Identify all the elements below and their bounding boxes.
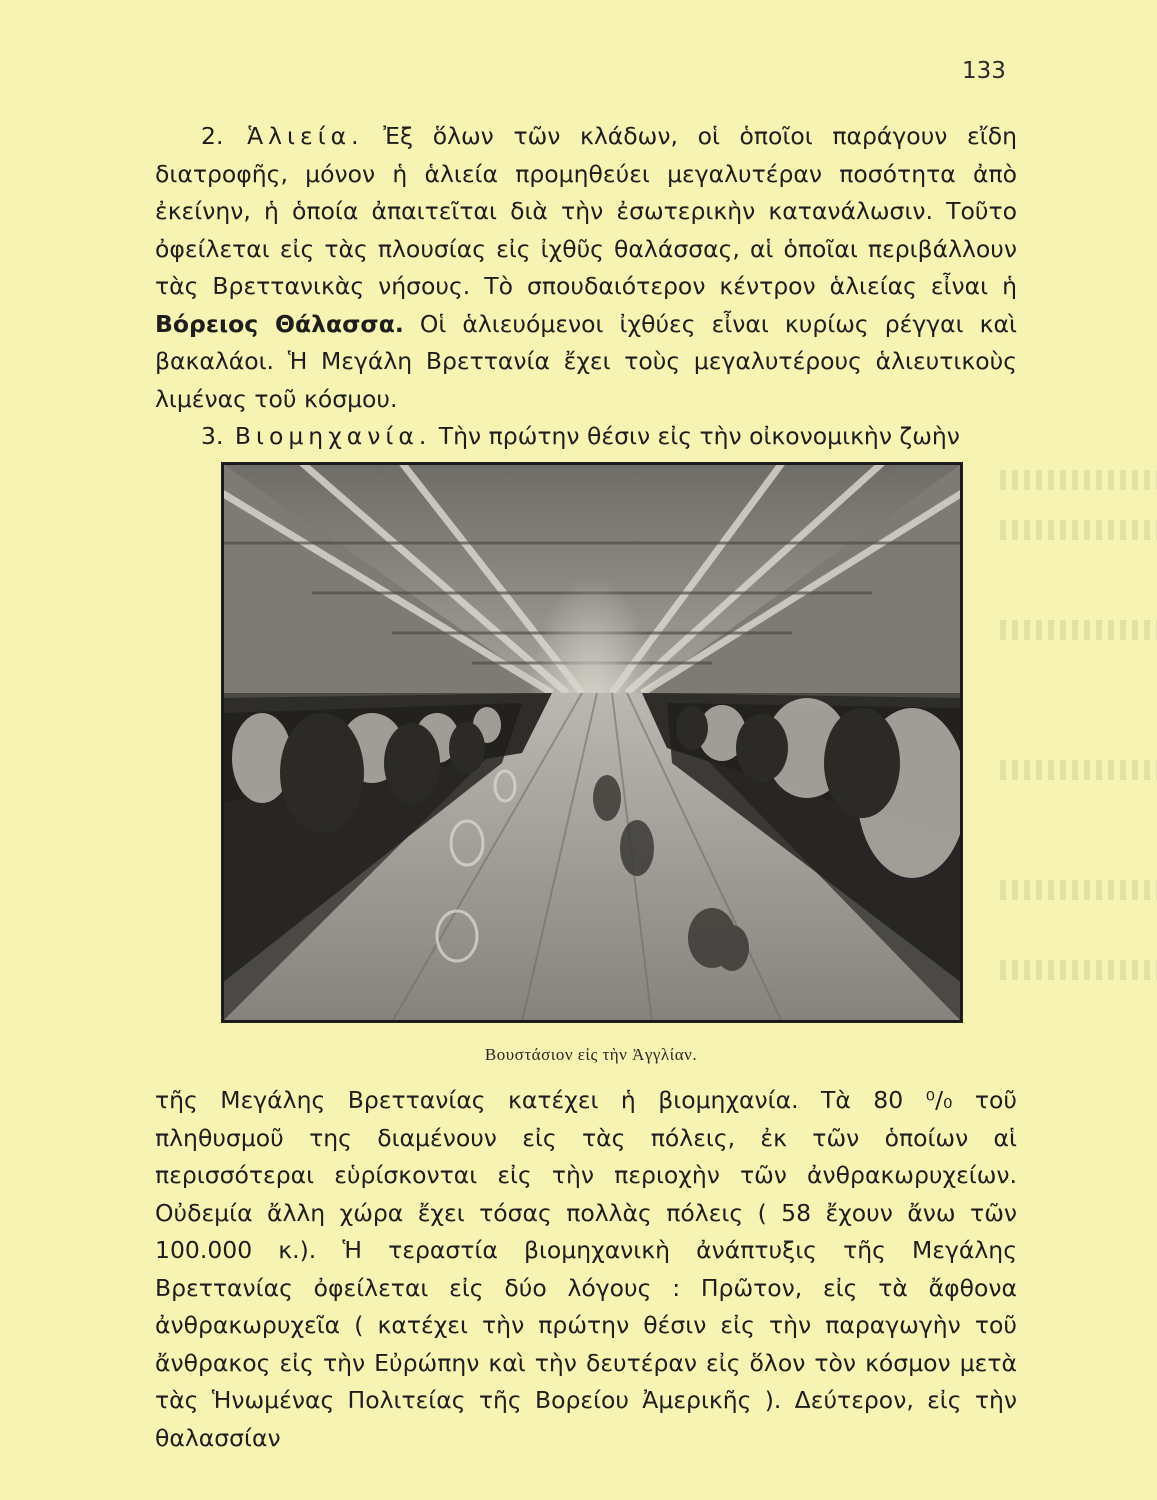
- bleed-through: [1000, 620, 1157, 640]
- paragraph-industry-continued: τῆς Μεγάλης Βρεττανίας κατέχει ἡ βιομηχανία. Τὰ 80 ⁰/₀ τοῦ πληθυσμοῦ της διαμένουν εἰς τὰς πόλεις, ἐκ τῶν ὁποίων αἱ περισσότεραι εὑρίσκονται εἰς τὴν περιοχὴν τῶν ἀνθρακωρυχείων. Οὐδεμία ἄλλη χώρα ἔχει τόσας πολλὰς πόλεις ( 58 ἔχουν ἄνω τῶν 100.000 κ.). Ἡ τεραστία βιομηχανικὴ ἀνάπτυξις τῆς Μεγάλης Βρεττανίας ὀφείλεται εἰς δύο λόγους : Πρῶτον, εἰς τὰ ἄφθονα ἀνθρακωρυχεῖα ( κατέχει τὴν πρώτην θέσιν εἰς τὴν παραγωγὴν τοῦ ἄνθρακος εἰς τὴν Εὐρώπην καὶ τὴν δευτέραν εἰς ὅλον τὸν κόσμον μετὰ τὰς Ἡνωμένας Πολιτείας τῆς Βορείου Ἀμερικῆς ). Δεύτερον, εἰς τὴν θαλασσίαν: [155, 1086, 1017, 1452]
- section-heading-fishing: Ἁλιεία.: [247, 122, 364, 150]
- cowshed-illustration: [222, 463, 962, 1022]
- bleed-through: [1000, 520, 1157, 540]
- lower-text: [155, 1082, 1017, 1457]
- upper-text: [155, 118, 1017, 456]
- bleed-through: [1000, 880, 1157, 900]
- paragraph-industry-start: [155, 418, 1017, 456]
- section-heading-industry: Βιομηχανία.: [234, 422, 432, 450]
- paragraph-text: Τὴν πρώτην θέσιν εἰς τὴν οἰκονομικὴν ζωὴν: [438, 422, 960, 450]
- page-number: 133: [962, 58, 1006, 84]
- north-sea-term: Βόρειος Θάλασσα.: [155, 309, 404, 338]
- bleed-through: [1000, 760, 1157, 780]
- bleed-through: [1000, 960, 1157, 980]
- section-number: 3.: [201, 422, 224, 450]
- paragraph-text: Οἱ ἁλιευόμενοι ἰχθύες εἶναι κυρίως ρέγγαι καὶ βακαλάοι. Ἡ Μεγάλη Βρεττανία ἔχει τοὺς μεγαλυτέρους ἁλιευτικοὺς λιμένας τοῦ κόσμου.: [155, 309, 1017, 413]
- bleed-through: [1000, 470, 1157, 490]
- cowshed-photo: [221, 462, 963, 1023]
- section-number: 2.: [201, 122, 224, 150]
- paragraph-text: Ἐξ ὅλων τῶν κλάδων, οἱ ὁποῖοι παράγουν εἴδη διατροφῆς, μόνον ἡ ἁλιεία προμηθεύει μεγαλυτέραν ποσότητα ἀπὸ ἐκείνην, ἡ ὁποία ἀπαιτεῖται διὰ τὴν ἐσωτερικὴν κατανάλωσιν. Τοῦτο ὀφείλεται εἰς τὰς πλουσίας εἰς ἰχθῦς θαλάσσας, αἱ ὁποῖαι περιβάλλουν τὰς Βρεττανικὰς νήσους. Τὸ σπουδαιότερον κέντρον ἁλιείας εἶναι ἡ: [155, 122, 1017, 300]
- photo-caption: Βουστάσιον εἰς τὴν Ἀγγλίαν.: [484, 1045, 698, 1064]
- paragraph-fishing: [155, 118, 1017, 418]
